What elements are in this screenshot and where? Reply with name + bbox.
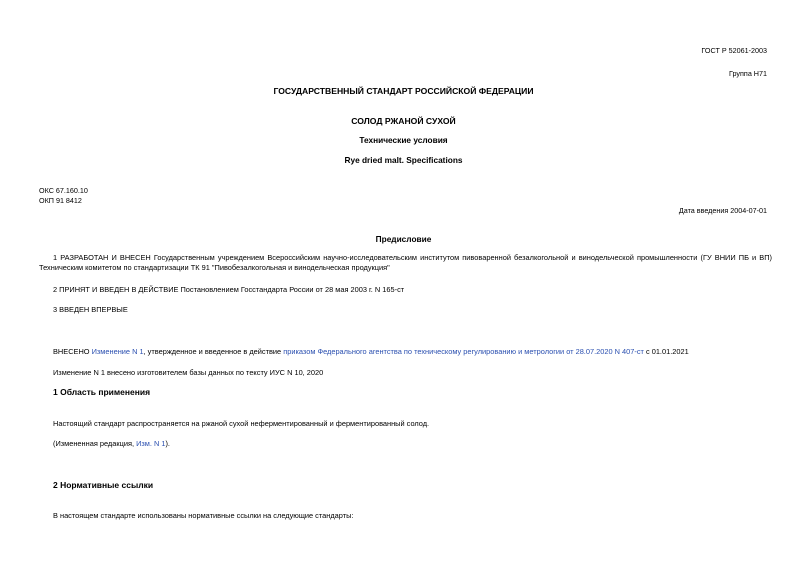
- edit-note-link[interactable]: Изм. N 1: [136, 439, 166, 448]
- amendment-note: Изменение N 1 внесено изготовителем базы данных по тексту ИУС N 10, 2020: [53, 368, 324, 377]
- edit-note-suffix: ).: [165, 439, 170, 448]
- okp-code: ОКП 91 8412: [39, 196, 82, 205]
- amendment-line: [53, 347, 689, 356]
- foreword-heading: Предисловие: [375, 234, 432, 244]
- section-1-heading: 1 Область применения: [53, 387, 151, 397]
- section-2-text: В настоящем стандарте использованы нормативные ссылки на следующие стандарты:: [53, 511, 354, 520]
- classification-group: Группа Н71: [729, 69, 767, 78]
- section-1-text: Настоящий стандарт распространяется на ржаной сухой неферментированный и ферментированный солод.: [53, 419, 430, 428]
- english-title: Rye dried malt. Specifications: [344, 155, 463, 165]
- amendment-middle: , утвержденное и введенное в действие: [143, 347, 284, 356]
- document-number: ГОСТ Р 52061-2003: [701, 46, 767, 55]
- edit-note-prefix: (Измененная редакция,: [53, 439, 137, 448]
- amendment-prefix: ВНЕСЕНО: [53, 347, 92, 356]
- amendment-suffix: с 01.01.2021: [643, 347, 689, 356]
- section-2-heading: 2 Нормативные ссылки: [53, 480, 154, 490]
- introduction-date: Дата введения 2004-07-01: [678, 206, 767, 215]
- order-link[interactable]: приказом Федерального агентства по техническому регулированию и метрологии от 28.07.2020 N 407-ст: [283, 347, 644, 356]
- amendment-link[interactable]: Изменение N 1: [91, 347, 144, 356]
- foreword-paragraph-2: 2 ПРИНЯТ И ВВЕДЕН В ДЕЙСТВИЕ Постановлением Госстандарта России от 28 мая 2003 г. N 165-ст: [53, 285, 405, 294]
- oks-code: ОКС 67.160.10: [39, 186, 88, 195]
- section-1-edit-note: [53, 439, 170, 448]
- state-standard-title: ГОСУДАРСТВЕННЫЙ СТАНДАРТ РОССИЙСКОЙ ФЕДЕРАЦИИ: [273, 86, 534, 96]
- foreword-paragraph-3: 3 ВВЕДЕН ВПЕРВЫЕ: [53, 305, 128, 314]
- foreword-paragraph-1: 1 РАЗРАБОТАН И ВНЕСЕН Государственным учреждением Всероссийским научно-исследовательским институтом пивоваренной безалкогольной и винодельческой промышленности (ГУ ВНИИ ПБ и ВП) Техническим комитетом по стандартизации ТК 91 "Пивобезалкогольная и винодельческая продукция": [39, 253, 772, 272]
- subtitle: Технические условия: [359, 135, 448, 145]
- product-title: СОЛОД РЖАНОЙ СУХОЙ: [351, 116, 456, 126]
